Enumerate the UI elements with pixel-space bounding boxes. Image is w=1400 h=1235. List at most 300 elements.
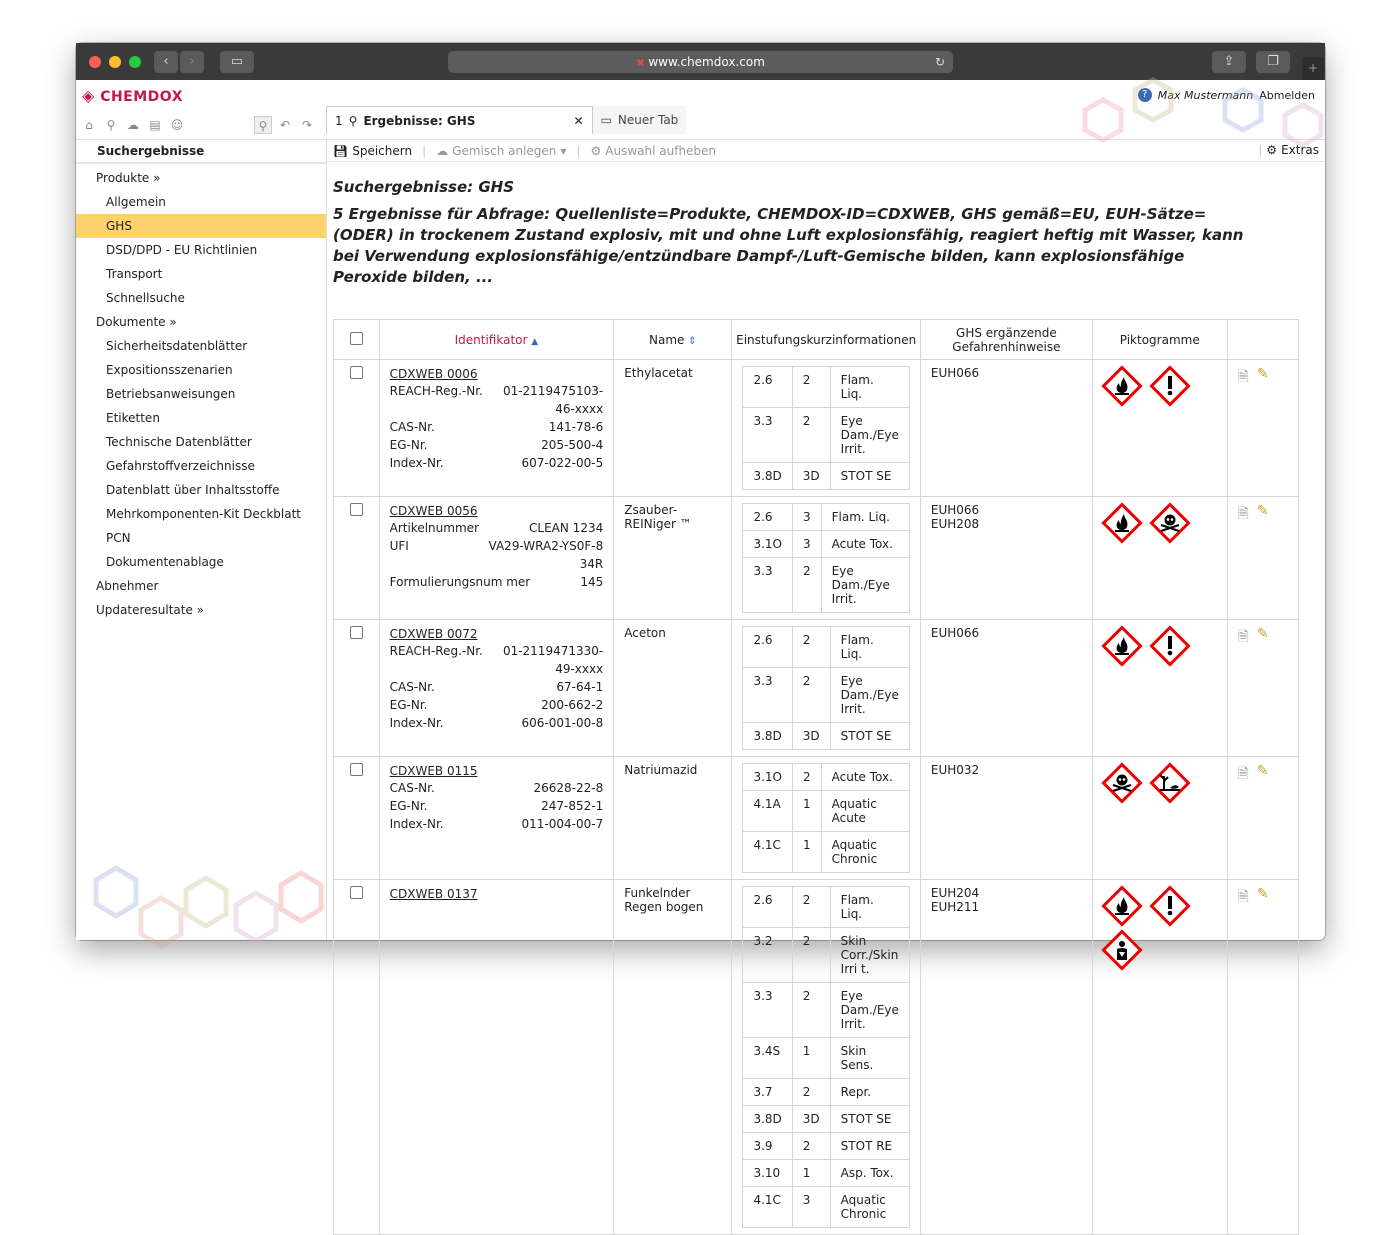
edit-document-icon[interactable]: ✎	[1256, 366, 1269, 382]
hazard-class: STOT SE	[830, 463, 909, 490]
ghs-skull-icon	[1102, 763, 1142, 803]
hazard-class: Eye Dam./Eye Irrit.	[830, 983, 909, 1038]
property-label: CAS-Nr.	[389, 680, 435, 694]
euh-code: EUH208	[930, 517, 980, 531]
close-window-button[interactable]	[89, 56, 101, 68]
property-label: EG-Nr.	[389, 438, 428, 452]
mix-label: Gemisch anlegen	[452, 143, 557, 158]
hazard-code: 3.4S	[743, 1038, 792, 1079]
row-checkbox[interactable]	[350, 503, 363, 516]
hazard-category: 3	[792, 1187, 830, 1228]
hazard-class: Flam. Liq.	[821, 504, 909, 531]
classification-row	[743, 1079, 909, 1106]
ghs-exclamation-icon	[1150, 366, 1190, 406]
forward-icon[interactable]: ›	[180, 51, 204, 73]
name-cell	[614, 497, 732, 620]
pictogram-cell	[1092, 880, 1227, 1235]
id-property	[390, 454, 604, 472]
hazard-category: 2	[793, 764, 822, 791]
header-identifier[interactable]	[379, 320, 614, 360]
identifier-cell	[379, 360, 614, 497]
id-property	[390, 642, 604, 678]
hazard-category: 3D	[792, 1106, 830, 1133]
pictogram-cell	[1092, 620, 1227, 757]
hazard-code: 4.1C	[743, 1187, 792, 1228]
hazard-category: 3	[793, 531, 822, 558]
hazard-code: 2.6	[743, 504, 793, 531]
product-name: Aceton	[624, 626, 666, 640]
classification-table	[742, 503, 909, 613]
classification-row	[743, 723, 909, 750]
page-title: Suchergebnisse: GHS	[333, 178, 515, 196]
view-document-icon[interactable]: 🗎︎	[1237, 369, 1249, 385]
sidebar-item-2[interactable]: GHS	[76, 214, 326, 238]
hazard-category: 2	[793, 558, 822, 613]
minimize-window-button[interactable]	[109, 56, 121, 68]
hazard-code: 3.1O	[743, 531, 793, 558]
tab-label: Neuer Tab	[617, 113, 679, 127]
classification-cell	[732, 757, 920, 880]
hazard-category: 3	[793, 504, 822, 531]
classification-row	[743, 1106, 909, 1133]
sidebar-item-7[interactable]: Sicherheitsdatenblätter	[106, 339, 248, 353]
new-tab-icon[interactable]: +	[1302, 57, 1324, 80]
query-description: 5 Ergebnisse für Abfrage: Quellenliste=Produkte, CHEMDOX-ID=CDXWEB, GHS gemäß=EU, EUH-Sätze=(ODER) in trockenem Zustand explosiv, mit und ohne Luft explosionsfähig, reagiert heftig mit Wasser, kann bei Verwendung explosionsfähige/entzündbare Dampf-/Luft-Gemische bilden, kann explosionsfähige Peroxide bilden, ...	[333, 205, 1244, 286]
hazard-code: 3.3	[743, 408, 792, 463]
name-cell	[614, 757, 732, 880]
property-value: 01-2119471330-49-xxxx	[502, 644, 604, 676]
chemdox-logo: ◈ CHEMDOX	[82, 86, 183, 105]
name-cell	[614, 620, 732, 757]
hazard-category: 2	[792, 928, 830, 983]
identifier-cell	[379, 880, 614, 1235]
property-label: CAS-Nr.	[389, 781, 435, 795]
hazard-class: Acute Tox.	[821, 531, 909, 558]
site-favicon-icon: ✖	[636, 58, 645, 69]
sidebar-item-14[interactable]: Mehrkomponenten-Kit Deckblatt	[106, 507, 302, 521]
table-row[interactable]	[334, 620, 1299, 757]
result-search-icon[interactable]: ⚲	[254, 116, 272, 134]
hazard-code: 4.1C	[743, 832, 793, 873]
hexagon-decoration-top	[1075, 70, 1325, 150]
tab-label: Ergebnisse: GHS	[363, 113, 476, 128]
new-tab-doc-icon: ▭	[600, 113, 612, 127]
create-mixture-button[interactable]	[436, 144, 566, 158]
sidebar-item-13[interactable]: Datenblatt über Inhaltsstoffe	[106, 483, 280, 497]
header-name-label: Name	[649, 332, 685, 347]
name-cell	[614, 360, 732, 497]
edit-document-icon[interactable]: ✎	[1256, 626, 1269, 642]
property-value: 247-852-1	[541, 799, 604, 813]
tab-number: 1	[335, 113, 343, 128]
sidebar-item-3[interactable]: DSD/DPD - EU Richtlinien	[106, 243, 258, 257]
user-name: Max Mustermann	[1157, 88, 1254, 102]
hazard-category: 1	[793, 791, 822, 832]
sidebar	[76, 140, 327, 940]
name-cell	[614, 880, 732, 1235]
hexagon-decoration	[76, 790, 326, 940]
sidebar-toggle-icon[interactable]: ▭	[220, 51, 254, 73]
extras-button[interactable]: | ⚙ Extras	[1258, 143, 1319, 157]
identifier-cell	[379, 757, 614, 880]
property-label: Formulierungsnum mer	[389, 575, 531, 589]
hazard-class: Eye Dam./Eye Irrit.	[830, 668, 909, 723]
header-pictograms: Piktogramme	[1092, 320, 1227, 360]
edit-document-icon[interactable]: ✎	[1256, 503, 1269, 519]
hazard-class: Eye Dam./Eye Irrit.	[821, 558, 909, 613]
table-row[interactable]	[334, 757, 1299, 880]
property-value: 205-500-4	[541, 438, 604, 452]
hazard-class: Flam. Liq.	[830, 367, 909, 408]
deselect-button[interactable]	[591, 144, 717, 158]
euh-cell	[920, 620, 1092, 757]
save-label: Speichern	[352, 143, 413, 158]
classification-row	[743, 504, 909, 531]
hazard-code: 3.7	[743, 1079, 792, 1106]
actions-cell	[1227, 620, 1298, 757]
hazard-class: STOT RE	[830, 1133, 909, 1160]
euh-code: EUH204	[930, 886, 980, 900]
hazard-code: 2.6	[743, 367, 792, 408]
classification-cell	[732, 360, 920, 497]
hazard-category: 2	[792, 408, 830, 463]
hazard-code: 4.1A	[743, 791, 793, 832]
ghs-skull-icon	[1150, 503, 1190, 543]
sidebar-item-9[interactable]: Betriebsanweisungen	[106, 387, 236, 401]
euh-code: EUH066	[930, 626, 980, 640]
id-property	[390, 519, 604, 537]
property-label: Index-Nr.	[389, 456, 444, 470]
header-name[interactable]	[614, 320, 732, 360]
classification-table	[742, 626, 909, 750]
tab-results-ghs[interactable]	[326, 106, 593, 134]
hazard-class: Acute Tox.	[821, 764, 909, 791]
classification-row	[743, 1133, 909, 1160]
select-all-checkbox[interactable]	[350, 332, 363, 345]
dropdown-arrow-icon: ▾	[560, 143, 567, 158]
extras-icon: ⚙	[1266, 143, 1278, 157]
search-icon: ⚲	[348, 113, 358, 128]
identifier-cell	[379, 497, 614, 620]
header-euh: GHS ergänzende Gefahrenhinweise	[920, 320, 1092, 360]
property-value: 606-001-00-8	[521, 716, 604, 730]
euh-code: EUH211	[930, 900, 980, 914]
tab-bar	[326, 106, 686, 134]
sidebar-item-4[interactable]: Transport	[106, 267, 163, 281]
classification-row	[743, 887, 909, 928]
history-forward-icon[interactable]: ↷	[301, 118, 313, 132]
classification-row	[743, 983, 909, 1038]
header-identifier-label: Identifikator	[454, 332, 528, 347]
hazard-class: Aquatic Chronic	[821, 832, 909, 873]
hazard-code: 3.8D	[743, 463, 792, 490]
property-value: 200-662-2	[541, 698, 604, 712]
view-document-icon[interactable]: 🗎︎	[1237, 629, 1249, 645]
property-value: 145	[580, 575, 604, 589]
hazard-code: 3.9	[743, 1133, 792, 1160]
logout-link[interactable]: Abmelden	[1259, 88, 1315, 102]
classification-cell	[732, 497, 920, 620]
sort-icon: ⇕	[688, 335, 697, 347]
classification-row	[743, 463, 909, 490]
zoom-window-button[interactable]	[129, 56, 141, 68]
table-row[interactable]	[334, 497, 1299, 620]
view-document-icon[interactable]: 🗎︎	[1237, 889, 1249, 905]
table-row[interactable]	[334, 880, 1299, 1235]
euh-cell	[920, 757, 1092, 880]
actions-cell	[1227, 360, 1298, 497]
sidebar-item-8[interactable]: Expositionsszenarien	[106, 363, 233, 377]
classification-row	[743, 668, 909, 723]
hazard-code: 3.8D	[743, 1106, 792, 1133]
property-label: EG-Nr.	[389, 799, 428, 813]
hazard-category: 2	[792, 1133, 830, 1160]
classification-row	[743, 408, 909, 463]
row-checkbox[interactable]	[350, 626, 363, 639]
hazard-code: 2.6	[743, 627, 792, 668]
product-id-link[interactable]: CDXWEB 0056	[389, 504, 478, 518]
address-bar[interactable]	[448, 51, 953, 73]
hazard-category: 2	[792, 627, 830, 668]
classification-row	[743, 764, 909, 791]
id-property	[390, 678, 604, 696]
row-checkbox[interactable]	[350, 886, 363, 899]
hazard-category: 3D	[792, 463, 830, 490]
id-property	[390, 779, 604, 797]
save-icon: 💾︎	[333, 143, 349, 158]
classification-row	[743, 832, 909, 873]
product-name: Ethylacetat	[624, 366, 693, 380]
sidebar-item-1[interactable]: Allgemein	[106, 195, 166, 209]
deselect-label: Auswahl aufheben	[605, 143, 717, 158]
hazard-class: Flam. Liq.	[830, 627, 909, 668]
classification-row	[743, 531, 909, 558]
main-content	[327, 140, 1325, 1221]
hazard-code: 3.3	[743, 558, 793, 613]
classification-row	[743, 367, 909, 408]
logo-text: CHEMDOX	[100, 89, 183, 105]
product-id-link[interactable]: CDXWEB 0115	[389, 764, 478, 778]
hazard-code: 3.2	[743, 928, 792, 983]
close-tab-icon[interactable]: ✕	[573, 113, 584, 128]
history-back-icon[interactable]: ↶	[279, 118, 291, 132]
classification-row	[743, 1160, 909, 1187]
action-toolbar: 💾︎ Speichern | ☁ Gemisch anlegen ▾ | ⚙ Auswahl aufheben | ⚙ Extras	[327, 140, 1325, 162]
classification-cell	[732, 620, 920, 757]
classification-table	[742, 886, 909, 1228]
extras-label: Extras	[1281, 143, 1319, 157]
property-label: REACH-Reg.-Nr.	[389, 384, 483, 398]
sort-asc-icon: ▲	[531, 336, 539, 347]
sidebar-item-5[interactable]: Schnellsuche	[106, 291, 185, 305]
property-label: CAS-Nr.	[389, 420, 435, 434]
browser-window	[76, 43, 1325, 1221]
row-checkbox[interactable]	[350, 366, 363, 379]
hazard-class: STOT SE	[830, 1106, 909, 1133]
sidebar-item-10[interactable]: Etiketten	[106, 411, 160, 425]
hazard-category: 2	[792, 668, 830, 723]
search-icon[interactable]: ⚲	[106, 118, 116, 132]
ghs-environment-icon	[1150, 763, 1190, 803]
actions-cell	[1227, 757, 1298, 880]
hazard-category: 2	[792, 1079, 830, 1106]
hazard-category: 1	[793, 832, 822, 873]
select-cell	[334, 757, 380, 880]
sidebar-item-11[interactable]: Technische Datenblätter	[106, 435, 252, 449]
sidebar-item-17[interactable]: Abnehmer	[96, 579, 159, 593]
back-icon[interactable]: ‹	[154, 51, 178, 73]
table-row[interactable]	[334, 360, 1299, 497]
tabs-overview-icon[interactable]: ❐	[1256, 51, 1290, 73]
tab-new[interactable]	[593, 106, 687, 134]
select-cell	[334, 360, 380, 497]
property-label: UFI	[389, 539, 409, 553]
users-icon[interactable]: ☺	[170, 118, 184, 132]
product-id-link[interactable]: CDXWEB 0006	[389, 367, 478, 381]
mixture-icon: ☁	[436, 143, 449, 158]
property-value: 141-78-6	[548, 420, 604, 434]
euh-cell	[920, 880, 1092, 1235]
property-label: Index-Nr.	[389, 817, 444, 831]
hazard-class: STOT SE	[830, 723, 909, 750]
view-document-icon[interactable]: 🗎︎	[1237, 506, 1249, 522]
actions-cell	[1227, 497, 1298, 620]
select-cell	[334, 497, 380, 620]
hazard-class: Asp. Tox.	[830, 1160, 909, 1187]
euh-code: EUH066	[930, 503, 980, 517]
help-icon[interactable]: ?	[1138, 88, 1152, 102]
property-label: Index-Nr.	[389, 716, 444, 730]
hazard-category: 2	[792, 983, 830, 1038]
ghs-health-icon	[1102, 930, 1142, 970]
sidebar-title: Suchergebnisse	[76, 140, 326, 164]
hazard-class: Flam. Liq.	[830, 887, 909, 928]
hazard-class: Skin Sens.	[830, 1038, 909, 1079]
ghs-exclamation-icon	[1150, 886, 1190, 926]
property-label: EG-Nr.	[389, 698, 428, 712]
euh-code: EUH032	[930, 763, 980, 777]
id-property	[390, 815, 604, 833]
euh-code: EUH066	[930, 366, 980, 380]
save-button[interactable]	[333, 144, 412, 158]
mixture-icon[interactable]: ☁	[127, 118, 139, 132]
pictogram-cell	[1092, 497, 1227, 620]
sidebar-item-18[interactable]: Updateresultate »	[96, 603, 205, 617]
property-label: Artikelnummer	[389, 521, 479, 535]
sidebar-item-15[interactable]: PCN	[106, 531, 131, 545]
id-property	[390, 382, 604, 418]
ghs-flame-icon	[1102, 886, 1142, 926]
hazard-category: 2	[792, 367, 830, 408]
hazard-code: 3.3	[743, 983, 792, 1038]
classification-row	[743, 627, 909, 668]
document-icon[interactable]: ▤	[149, 118, 161, 132]
hazard-category: 2	[792, 887, 830, 928]
id-property	[390, 418, 604, 436]
reload-icon[interactable]: ↻	[934, 55, 945, 69]
classification-cell	[732, 880, 920, 1235]
hazard-category: 1	[792, 1038, 830, 1079]
hazard-class: Aquatic Acute	[821, 791, 909, 832]
property-value: 011-004-00-7	[521, 817, 604, 831]
select-all-cell	[334, 320, 380, 360]
product-name: Funkelnder Regen bogen	[624, 886, 704, 914]
ghs-flame-icon	[1102, 503, 1142, 543]
euh-cell	[920, 497, 1092, 620]
sidebar-item-12[interactable]: Gefahrstoffverzeichnisse	[106, 459, 255, 473]
classification-row	[743, 1187, 909, 1228]
id-property	[390, 436, 604, 454]
header-actions	[1227, 320, 1298, 360]
property-value: VA29-WRA2-YS0F-8 34R	[488, 539, 604, 571]
property-label: REACH-Reg.-Nr.	[389, 644, 483, 658]
classification-row	[743, 928, 909, 983]
hazard-code: 2.6	[743, 887, 792, 928]
id-property	[390, 573, 604, 591]
url-text: www.chemdox.com	[648, 55, 765, 69]
euh-cell	[920, 360, 1092, 497]
hazard-code: 3.10	[743, 1160, 792, 1187]
results-table	[333, 319, 1299, 1235]
hazard-code: 3.1O	[743, 764, 793, 791]
identifier-cell	[379, 620, 614, 757]
nav-toolbar	[80, 116, 316, 134]
product-name: Zsauber-REINiger ™	[624, 503, 692, 531]
pictogram-cell	[1092, 757, 1227, 880]
property-value: 01-2119475103-46-xxxx	[502, 384, 604, 416]
id-property	[390, 537, 604, 573]
property-value: CLEAN 1234	[529, 521, 604, 535]
property-value: 607-022-00-5	[521, 456, 604, 470]
classification-table	[742, 763, 909, 873]
product-id-link[interactable]: CDXWEB 0137	[389, 887, 478, 901]
ghs-flame-icon	[1102, 626, 1142, 666]
ghs-flame-icon	[1102, 366, 1142, 406]
sidebar-list	[76, 164, 326, 622]
select-cell	[334, 620, 380, 757]
sidebar-item-16[interactable]: Dokumentenablage	[106, 555, 224, 569]
pictogram-cell	[1092, 360, 1227, 497]
classification-table	[742, 366, 909, 490]
results-body	[334, 360, 1299, 1235]
share-icon[interactable]: ⇪	[1212, 51, 1246, 73]
edit-document-icon[interactable]: ✎	[1256, 763, 1269, 779]
hazard-category: 1	[792, 1160, 830, 1187]
view-document-icon[interactable]: 🗎︎	[1237, 766, 1249, 782]
row-checkbox[interactable]	[350, 763, 363, 776]
sidebar-item-0[interactable]: Produkte »	[96, 171, 161, 185]
hazard-code: 3.8D	[743, 723, 792, 750]
hazard-class: Skin Corr./Skin Irri t.	[830, 928, 909, 983]
id-property	[390, 797, 604, 815]
classification-row	[743, 558, 909, 613]
product-id-link[interactable]: CDXWEB 0072	[389, 627, 478, 641]
edit-document-icon[interactable]: ✎	[1256, 886, 1269, 902]
select-cell	[334, 880, 380, 1235]
deselect-icon: ⚙	[590, 143, 602, 158]
property-value: 67-64-1	[556, 680, 604, 694]
id-property	[390, 696, 604, 714]
classification-row	[743, 1038, 909, 1079]
hazard-category: 3D	[792, 723, 830, 750]
product-name: Natriumazid	[624, 763, 698, 777]
sidebar-item-6[interactable]: Dokumente »	[96, 315, 177, 329]
home-icon[interactable]: ⌂	[85, 118, 93, 132]
header-classification: Einstufungskurzinformationen	[732, 320, 920, 360]
hazard-class: Eye Dam./Eye Irrit.	[830, 408, 909, 463]
hazard-code: 3.3	[743, 668, 792, 723]
classification-row	[743, 791, 909, 832]
